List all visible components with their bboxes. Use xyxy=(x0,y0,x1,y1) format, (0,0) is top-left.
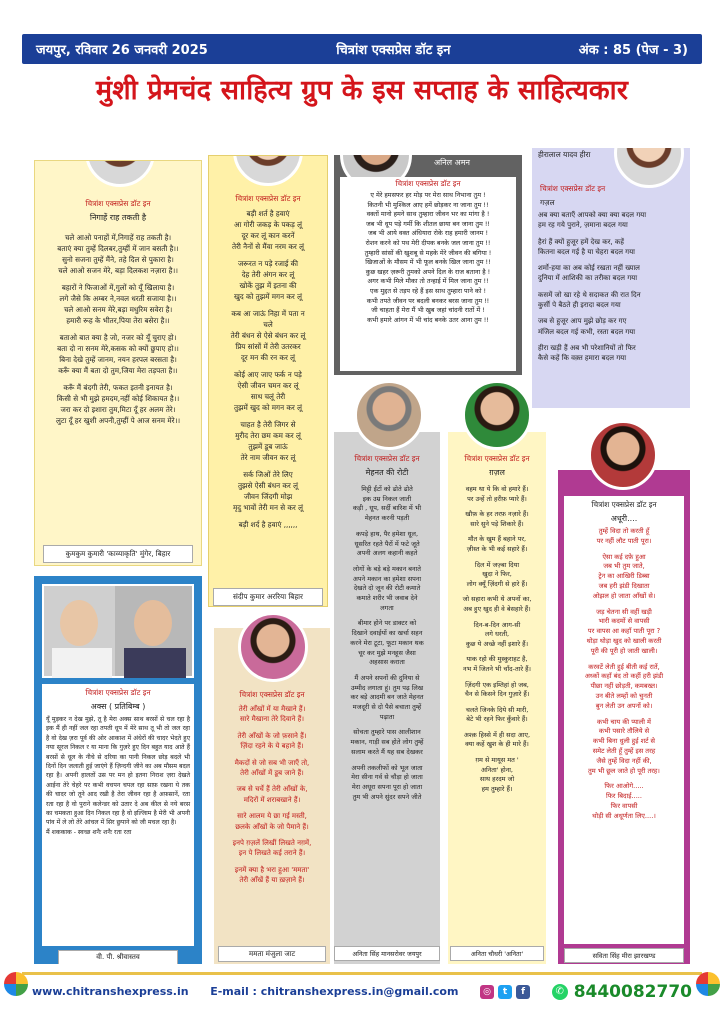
pinwheel-decoration-icon xyxy=(696,972,720,996)
poem-stanza: सोचता तुम्हारे पास आलीशान मकान, गाड़ी सब होते लोग तुम्हें सलाम करते मैं यह सब देखकर xyxy=(350,728,424,756)
poem-stanza: मिट्टी ईंटों को ढोते ढोते इक उम्र निकल जाती कड़ी , धूप, सर्दी बारिश में भी मेहनत करनी पड़ती xyxy=(352,485,422,523)
instagram-icon[interactable]: ◎ xyxy=(480,985,494,999)
poem-panel-4 xyxy=(532,148,690,408)
facebook-icon[interactable]: f xyxy=(516,985,530,999)
poem-stanza: बहारों ने फिजाओं में,गुलों को यूँ खिलाया है। लगे जैसे कि अम्बर ने,नवल धरती सजाया है।। चले आओ सनम मेरे,बड़ा मधुरिम सवेरा है। हमारी रूह के भीतर,पिया तेरा बसेरा है।। xyxy=(59,283,177,325)
brand-tagline: चित्रांश एक्सप्रेस डॉट इन xyxy=(85,688,151,697)
poem-stanza: तेरी आँखों के जो फ़साने हैं। ज़िंदा रहने के ये बहाने हैं। xyxy=(237,731,307,751)
twitter-icon[interactable]: t xyxy=(498,985,512,999)
author-photo xyxy=(85,160,155,187)
poem-panel-5 xyxy=(34,576,202,964)
poem-stanza: तुम्हें विदा तो करती हूँ पर नहीं लौट पाती पूरा। xyxy=(596,527,652,545)
poem-title: अक्स ( प्रतिबिम्ब ) xyxy=(90,702,146,711)
poem-stanza: इनमें क्या है भरा हुआ 'ममता' तेरी आँखें हैं या ख़ज़ाने हैं। xyxy=(234,865,310,885)
poem-stanza: वहम था ये कि वो हमारे हैं। पर उन्हें तो हरीफ़ प्यारे हैं। xyxy=(465,485,529,503)
poem-stanza: कसमें जो खा रहे थे सदाकत की रात दिन कुर्सी पे बैठते ही इरादा बदल गया xyxy=(538,290,641,310)
poem-stanza: जब से हुजूर आप मुझे छोड़ कर गए मंजिल बदल गई कभी, रस्ता बदल गया xyxy=(538,317,636,336)
social-icons xyxy=(480,985,530,999)
author-name: ममता मंजुला जाट xyxy=(218,946,326,962)
poem-stanza: फिर आओगे..... फिर बिदाई..... फिर वापसी थोड़ी सी अधूर्णता लिए....। xyxy=(592,782,656,820)
poem-title: निगाहें राह तकती है xyxy=(89,213,147,222)
poem-stanza: अब क्या बताएँ आपको क्या क्या बदल गया हम रह गये पुराने, ज़माना बदल गया xyxy=(538,211,647,230)
header-issue: अंक : 85 (पेज - 3) xyxy=(578,43,688,58)
footer-bar xyxy=(22,972,702,1008)
poem-stanza: बड़ी शर्द है हवाएं ,,,,,, xyxy=(238,520,298,529)
poem-stanza: तेरी आँखों में या मैखाने हैं। सारे मैखाना तेरे दिवाने हैं। xyxy=(238,705,306,724)
poem-box xyxy=(340,177,516,371)
phone-number[interactable] xyxy=(552,982,692,1002)
author-photo xyxy=(233,155,303,186)
author-name: वी. पी. श्रीवास्तव xyxy=(58,950,178,964)
website-link[interactable]: www.chitranshexpress.in xyxy=(32,985,189,998)
poem-panel-8 xyxy=(448,432,546,964)
poem-stanza: हैरां हैं क्यों हुजूर हमें देख कर, कहें कितना बदल गई है या चेहरा बदल गया xyxy=(538,237,635,256)
author-photo xyxy=(238,612,308,682)
whatsapp-icon: ✆ xyxy=(552,984,568,1000)
poem-stanza: ए मेरे हमसफर हर मोड़ पर मेरा साथ निभाना तुम ! कितनी भी मुश्किल आए हमें छोड़कर ना जाना तुम !! वक्तों मानो हमने साथ तुम्हारा जीवन भर का मांगा है ! जब भी धूप पड़े गर्मी कि शीतल छाया बन जाना तुम !! जब भी आये वक्त अंधियारा रोके राह हमारी जानम ! रोशन करने को पथ मेरी दीपक बनके जल जाना तुम !! तुम्हारी सांसों की खुशबू से महके मेरे जीवन की बगिया ! खिजाओं के मौसम में भी फूल बनके खिल जाना तुम !! कुछ खहर ज़रूरी तुमको अपने दिल के राज बताना है ! अगर कभी मिले मौका तो तन्हाई में मिल जाना तुम !! एक मुद्दत से तड़प रहे हैं इस साथ तुम्हारा पाने को ! कभी तपते जीवन पर बदली बनकर बरस जाना तुम !! जी चाहता हैं मेरा मैं भी खुब जहां चांदनी रातों में ! कभी हमारे आंगन में भी चांद बनके उतर आना तुम !! xyxy=(364,191,492,324)
poem-title: अधूरी.... xyxy=(610,514,638,523)
poem-stanza: सारे आलम ये छा गई मस्ती, छलके आँखों के जो पैमाने हैं। xyxy=(235,812,309,831)
poem-title: ग़ज़ल xyxy=(489,468,505,477)
poem-stanza: चाहत है तेरी जिगर से मुरीद तेरा छम कम कर लूं तुझमें डूब जाऊं तेरे नाम जीवन कर लूं xyxy=(235,420,301,462)
poem-stanza: मैकदों से जो सब भी जाएँ तो, तेरी आँखों में डूब जाने हैं। xyxy=(234,758,310,778)
author-name: कुमकुम कुमारी 'काव्याकृति' मुंगेर, बिहार xyxy=(43,545,193,563)
poem-panel-7 xyxy=(334,432,440,964)
poem-panel-3 xyxy=(334,155,522,375)
poem-stanza: कपड़े हाथ, पैर हमेशा धूल, धूसरित रहते पैरों में फटे जूते अपनी अलग कहानी कहते xyxy=(354,529,420,558)
header-date: जयपुर, रविवार 26 जनवरी 2025 xyxy=(36,43,208,58)
poem-stanza: इनपे ग़ज़लें लिखीं लिखते नग़में, इन पे लिखते कई तराने हैं। xyxy=(232,839,312,858)
poem-stanza: सर्क जिओं तेरे लिए तुझसे ऐसी बंधन कर लूं जीवन जिंदगी मोझ मृदु भावों तेरी मन से कर लूं xyxy=(233,470,303,512)
poem-stanza: जरूरत न पड़े रजाई की देह तेरी अंगन कर लूं खोकें तुझ में इतना की खुद को तुझमें मगन कर लूं xyxy=(234,259,302,301)
poem-stanza: खौफ़ के हर तरफ़ नज़ारे हैं। सारे सुने पड़े शिकारे हैं। xyxy=(465,510,529,528)
poem-title: मेहनत की रोटी xyxy=(365,468,409,477)
author-name: अनिता सिंह मानसरोवर जयपुर xyxy=(334,946,440,961)
poem-panel-6 xyxy=(214,628,330,964)
poem-panel-2 xyxy=(208,155,328,607)
poem-stanza: कभी चाय की प्याली में कभी पसारे तौलिये से कभी बिना धुली हुई शर्ट से समेट लेती हूँ तुम्हें इस तरह जैसे तुम्हें विदा नहीं की, तुम भी छूल जाते हो पूरी तरह। xyxy=(588,717,660,775)
author-photo xyxy=(42,584,194,678)
poem-stanza: जब से चर्चे हैं तेरी आँखों के, मदिरों में शराबखाने हैं। xyxy=(236,785,308,804)
poem-stanza: शर्मो-हया का अब कोई रखता नहीं ख्याल दुनिया में आशिकी का तरीका बदल गया xyxy=(538,264,640,283)
author-photo xyxy=(614,148,684,188)
brand-tagline: चित्रांश एक्सप्रेस डॉट इन xyxy=(395,179,461,188)
poem-title: गज़ल xyxy=(540,198,555,207)
author-name: संदीप कुमार अररिया बिहार xyxy=(213,588,323,606)
poem-stanza: जो सहारा कभी थे अपनों का, अब हुए खुद ही वे बेसहारे हैं। xyxy=(462,595,532,613)
poem-stanza: ऐसा कई दफ़े हुआ जब भी तुम जाते, ट्रेन का आखिरी डिब्बा जब हरी झंडी दिखाता ओझल हो जाता आँखों से। xyxy=(592,552,656,600)
brand-name: चित्रांश एक्सप्रेस डॉट इन xyxy=(336,43,451,58)
author-name: सविता सिंह मीरा झारखण्ड xyxy=(564,948,684,963)
brand-tagline: चित्रांश एक्सप्रेस डॉट इन xyxy=(85,199,151,208)
brand-tagline: चित्रांश एक्सप्रेस डॉट इन xyxy=(540,184,606,193)
poem-stanza: अपनी तकलीफों को भूल जाता मेरा सीना गर्व से चौड़ा हो जाता मेरा अधूरा सपना पूरा हो जाता तुम भी अपने सुंदर सपने जीते xyxy=(351,763,423,801)
poem-stanza: दिन-ब-दिन आग-सी लगे धरती, कुछ ये अच्छे नहीं इशारे हैं। xyxy=(465,620,529,648)
poem-stanza: जड़ चेतना सी वहीं खड़ी भारी कदमों से वापसी पर वापस आ कहाँ पाती पूरा ? थोड़ा थोड़ा खुद को खाली करती पूरी की पूरी हो जाती खाली। xyxy=(586,607,662,655)
poem-stanza: करूँ मैं बंदगी तेरी, फकत इतनी इनायत है। किसी से भी मुझे हमदम,नहीं कोई शिकायत है।। जरा कर दो इशारा तुम,मिटा दूँ हर अलम तेरे। लुटा दूँ हर खुशी अपनी,तुम्हीं पे आज सनम मेरे।। xyxy=(55,383,181,425)
poem-body: यूँ मुड़कर न देख मुझे, तू है मेरा अक्स साथ बरसों से चल रहा है इक मैं ही नहीं जल रहा तपती धूप में मेरे साथ तू भी तो जल रहा है वो देख ज़रा पूर्व की ओर आकाश में अंधेरों की चादर भेदते हुए नया सूरज निकल र या माना कि गुज़रे हुए दिन बहुत याद आते हैं बरसों से धूल के नीचे से दरिया का पानी निकल छोड़ बदले भी दिनों दिन जलाती हुई जाएंगे हैं ज़िन्दगी जीने का अब मौसम बदल रहा है। अपनी हालतों उस पर मन हो इतना निराश ज़रा देखते आईना तेरे चेहरे पर कभी वचपन चपल रहा साफ़ रखना ये तक की चादर जो तूने आद रखी है तेरा जीवन रहा है अफ़सानें, रता रता रहा है वो पुराने कलेन्डर को उतार दे अब कील से नये बरस का चमकता हुआ दिन निकल रहा है वो इल्जिाम है मेरी भी अपनी पांव में ले लो तेरे आंचल में सिर छुपाने को जी मचल रहा है। मैं शककाक - स्वच्छ शनैः शनैः रता रता xyxy=(46,716,190,836)
author-photo xyxy=(462,380,532,450)
poem-stanza: बीमार होने पर डाक्टर को दिखाने दवाईयों का खर्चा सहन करने मेरा टूटा, फूटा मकान थक चूर कर मुझे मनहूस जैसा अहसास कराता xyxy=(350,619,424,667)
brand-tagline: चित्रांश एक्सप्रेस डॉट इन xyxy=(591,500,657,509)
poem-panel-1 xyxy=(34,160,202,566)
author-name: अनिता चौधरी 'अनिता' xyxy=(450,946,544,961)
poem-stanza: याक रहो की मुस्कुराहट है, नभ में जितने भी चाँद-तारे हैं। xyxy=(462,655,532,673)
poem-stanza: हीरा खड़ी हैं अब भी परेशानियों तो फिर कैसे कहें कि वक़्त हमारा बदल गया xyxy=(538,343,636,363)
poem-panel-9 xyxy=(558,470,690,964)
poem-box xyxy=(42,684,194,946)
poem-stanza: कोई आए जाए फर्क न पड़े ऐसी जीवन चमन कर लूं साथ चलूं तेरी तुझमें खुद को मगन कर लूं xyxy=(234,370,302,412)
header-bar xyxy=(22,34,702,64)
poem-stanza: मौत के खुम हैं बहाने पर, ज़ीस्त के भी कई सहारे हैं। xyxy=(466,535,528,553)
page-headline: मुंशी प्रेमचंद साहित्य ग्रुप के इस सप्ताह के साहित्यकार xyxy=(95,75,629,106)
poem-stanza: अश्क़ हिस्से में ही सदा आए, क्या कहें खुश के ही मारे हैं। xyxy=(463,730,531,749)
poem-stanza: दिल में जज़्बा दिया खुदा ने फिर, लोग क्यूँ ज़िंदगी से हारे हैं। xyxy=(466,560,528,588)
poem-stanza: चले आओ पनाहों में,निगाहें राह तकती है। बताएं क्या तुम्हें दिलबर,तुम्हीं में जान बसती है।। सुनो सजना तुम्हें मैंने, तहे दिल से पुकारा है। चले आओ सजन मेरे, बड़ा दिलकश नज़ारा है।। xyxy=(57,233,179,275)
poem-stanza: मैं अपने सपनों की दुनिया से उम्मीद लगाता हूं। तुम पढ़ लिख कर बड़े आदमी बन जाते मेहनत मजदूरी से दो पैसे बचाता तुम्हें पढ़ाता xyxy=(350,673,424,721)
pinwheel-decoration-icon xyxy=(4,972,28,996)
poem-stanza: ज़िंदगी एक इम्तिहां हो जब, चैन से किसने दिन गुज़ारे हैं। xyxy=(464,680,530,699)
brand-tagline: चित्रांश एक्सप्रेस डॉट इन xyxy=(235,194,301,203)
poem-stanza: बड़ी शर्त है हवाएं आ गोरी जकड़ के पकड़ लूं दूर कर लूं कान करनें तेरी नैनों से मैंवा नरम कर लूं xyxy=(231,209,305,251)
poem-stanza: लोगों के बड़े बड़े मकान बनाते अपने मकान का हमेशा सपना देखते दो जून की रोटी कमाते कमाते शरीर भी जवाब देने लगता xyxy=(352,564,422,612)
poet-name: हीरालाल यादव हीरा xyxy=(538,150,591,159)
author-photo xyxy=(588,420,658,490)
poem-stanza: ग़म से मायूस मत ' अनिता' होना, साथ हरदम जो हम तुम्हारे हैं। xyxy=(475,756,519,793)
poet-name: अनिल अमन xyxy=(434,158,470,167)
poem-stanza: कब आ जाऊं निहा में पता न चले तेरी बंधन से ऐसे बंधन कर लूं प्रिय सांसों में तेरी उतरकर दूर मन की रन कर लूं xyxy=(230,309,306,362)
phone-text: 8440082770 xyxy=(573,981,692,1002)
poem-stanza: करवटें लेती हुई बीती कई रातें, अध्कों कहाँ बंद तो कहीं हरी झंडी पीछा नहीं छोड़ती, कमबख्त। उन बीते लम्हों को चुनती बुन लेती उन अपनों को। xyxy=(584,662,664,710)
brand-tagline: चित्रांश एक्सप्रेस डॉट इन xyxy=(354,454,420,463)
author-photo xyxy=(354,380,424,450)
poem-stanza: बताओ बात क्या है जो, नजर को यूँ चुराए हो। बता दो ना सनम मेरे,कसक को क्यों छुपाए हो।। बिना देखे तुम्हें जानम, नयन हरपल बरसता है। करूँ क्या मैं बता दो तुम,जिया मेरा तड़पता है।। xyxy=(57,333,179,375)
email-link[interactable]: E-mail : chitranshexpress.in@gmail.com xyxy=(210,985,459,998)
header-brand xyxy=(336,40,450,58)
poem-stanza: चलते जिनके दिये सी मारी, बेटे भी रहने फिर कुँवारे हैं। xyxy=(465,705,529,724)
brand-tagline: चित्रांश एक्सप्रेस डॉट इन xyxy=(464,454,530,463)
brand-tagline: चित्रांश एक्सप्रेस डॉट इन xyxy=(239,690,305,699)
poem-box xyxy=(564,496,684,944)
